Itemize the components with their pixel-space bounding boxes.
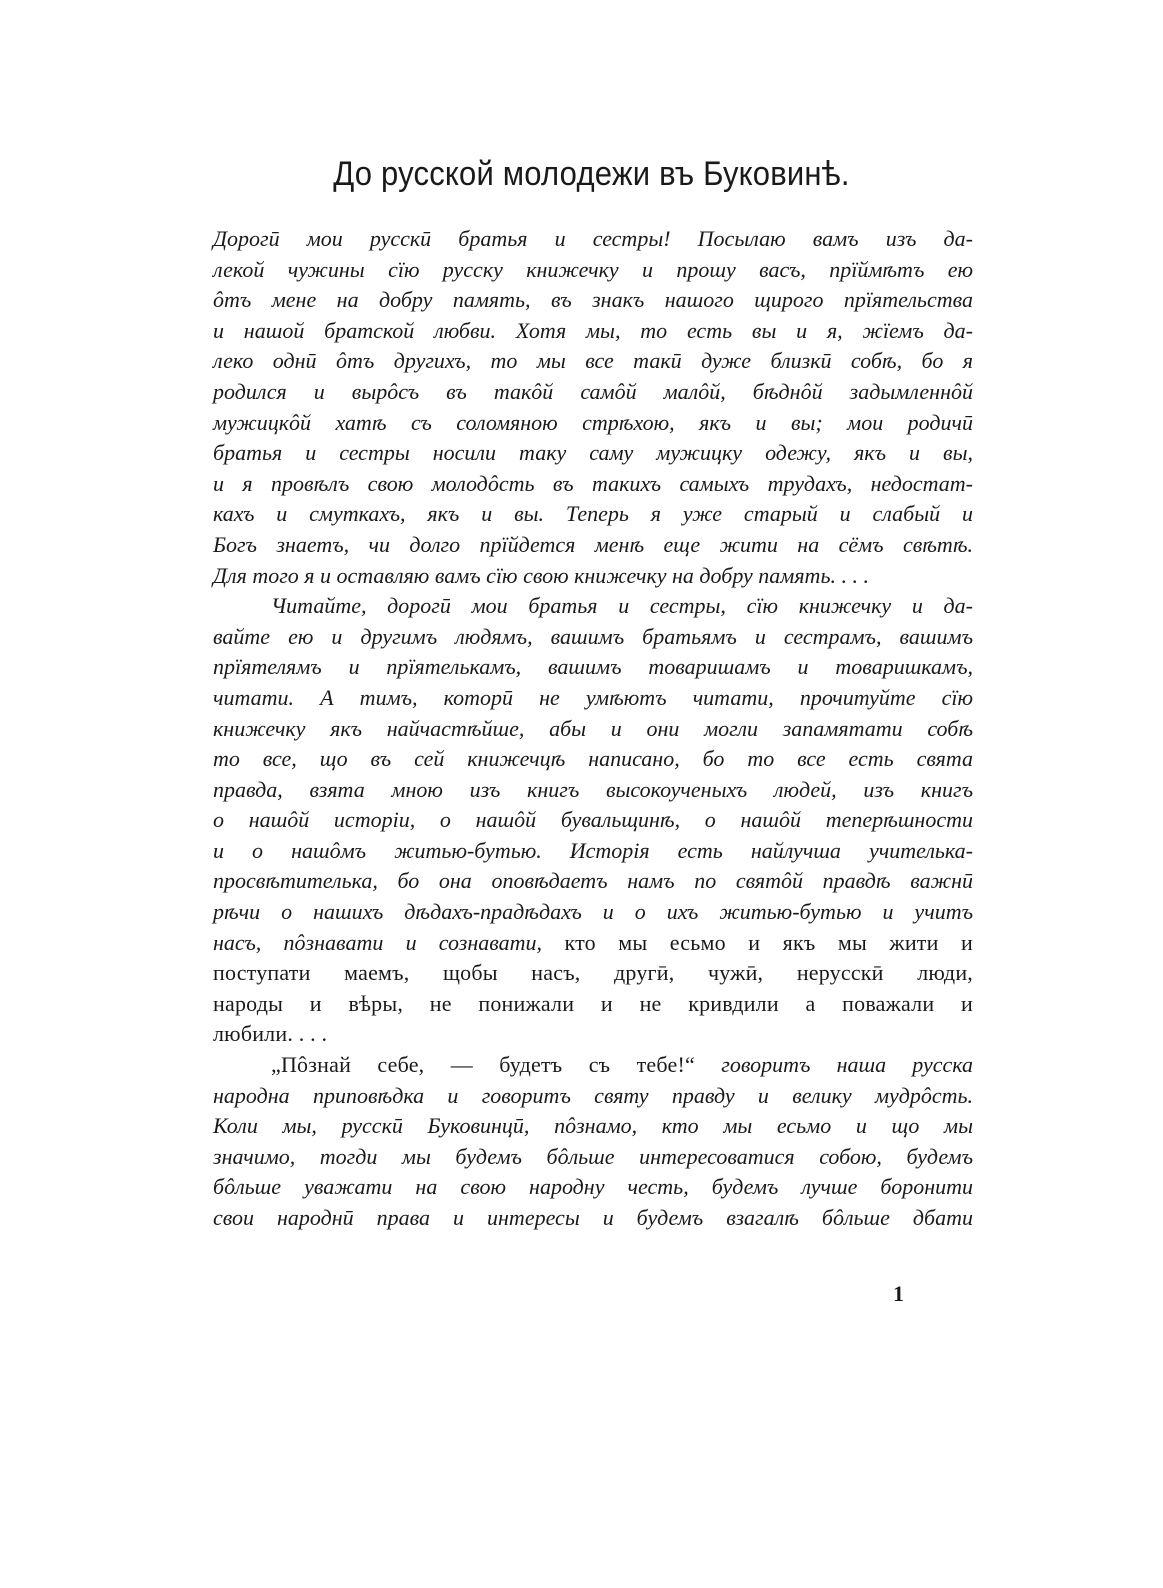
- text-line: народна приповѣдка и говоритъ святу правду и велику мудрôсть.: [213, 1082, 973, 1108]
- body-text: [213, 224, 973, 1234]
- upright-span: кто мы есьмо и якъ мы жити и: [542, 929, 973, 955]
- text-line: правда, взята мною изъ книгъ высокоученыхъ людей, изъ книгъ: [213, 776, 973, 802]
- text-line: Богъ знаетъ, чи долго прїйдется менѣ еще жити на сёмъ свѣтѣ.: [213, 531, 973, 557]
- text-line: вайте ею и другимъ людямъ, вашимъ братьямъ и сестрамъ, вашимъ: [213, 623, 973, 649]
- text-line: [213, 1050, 973, 1081]
- text-line: книжечку якъ найчастѣйше, абы и они могли запамятати собѣ: [213, 715, 973, 741]
- text-line: любили. . . .: [213, 1021, 328, 1047]
- text-line: родился и вырôсъ въ такôй самôй малôй, бѣднôй задымленнôй: [213, 378, 973, 404]
- text-line: прїятелямъ и прїятелькамъ, вашимъ товаришамъ и товаришкамъ,: [213, 654, 973, 680]
- text-line: мужицкôй хатѣ съ соломяною стрѣхою, якъ и вы; мои родичӣ: [213, 409, 973, 435]
- text-line: бôльше уважати на свою народну честь, будемъ лучше боронити: [213, 1174, 973, 1200]
- italic-span: насъ, пôзнавати и сознавати,: [213, 929, 543, 955]
- text-line: о нашôй исторіи, о нашôй бувальщинѣ, о нашôй теперѣшности: [213, 807, 973, 833]
- text-line: читати. А тимъ, которӣ не умѣютъ читати, прочитуйте сїю: [213, 684, 973, 710]
- text-line: народы и вѣры, не понижали и не кривдили а поважали и: [213, 990, 973, 1016]
- text-line: то все, що въ сей книжечцѣ написано, бо то все есть свята: [213, 746, 973, 772]
- text-line: поступати маемъ, щобы насъ, другӣ, чужӣ, нерусскӣ люди,: [213, 960, 973, 986]
- text-line: рѣчи о нашихъ дѣдахъ-прадѣдахъ и о ихъ житью-бутью и учитъ: [213, 899, 973, 925]
- text-line: Дорогӣ мои русскӣ братья и сестры! Посылаю вамъ изъ да-: [213, 226, 973, 251]
- text-line: кахъ и смуткахъ, якъ и вы. Теперь я уже старый и слабый и: [213, 501, 973, 527]
- text-line: значимо, тогди мы будемъ бôльше интересоватися собою, будемъ: [213, 1143, 973, 1169]
- text-line: Для того я и оставляю вамъ сїю свою книжечку на добру память. . . .: [213, 562, 869, 588]
- italic-span: говоритъ наша русска: [721, 1052, 974, 1078]
- page-number: 1: [893, 1281, 904, 1306]
- text-line: и нашой братской любви. Хотя мы, то есть вы и я, жїемъ да-: [213, 317, 973, 343]
- text-line: леко однӣ ôтъ другихъ, то мы все такӣ дуже близкӣ собѣ, бо я: [213, 348, 973, 374]
- text-line: свои народнӣ права и интересы и будемъ взагалѣ бôльше дбати: [213, 1205, 973, 1230]
- upright-span: „Пôзнай себе, — будетъ съ тебе!“: [271, 1052, 722, 1078]
- text-line: ôтъ мене на добру память, въ знакъ нашого щирого прїятельства: [213, 287, 973, 313]
- text-line: Читайте, дорогӣ мои братья и сестры, сїю книжечку и да-: [271, 593, 973, 619]
- text-line: братья и сестры носили таку саму мужицку одежу, якъ и вы,: [213, 440, 973, 466]
- text-line: и я провѣлъ свою молодôсть въ такихъ самыхъ трудахъ, недостат-: [213, 470, 973, 496]
- text-line: Коли мы, русскӣ Буковинцӣ, пôзнамо, кто мы есьмо и що мы: [213, 1113, 973, 1139]
- text-line: просвѣтителька, бо она оповѣдаетъ намъ по святôй правдѣ важнӣ: [213, 868, 973, 894]
- text-line: лекой чужины сїю русску книжечку и прошу васъ, прїймѣтъ ею: [213, 256, 973, 282]
- text-line: и о нашôмъ житью-бутью. Исторія есть найлучша учителька-: [213, 837, 973, 863]
- page-title: До русской молодежи въ Буковинѣ.: [333, 154, 850, 193]
- text-line: [213, 928, 973, 959]
